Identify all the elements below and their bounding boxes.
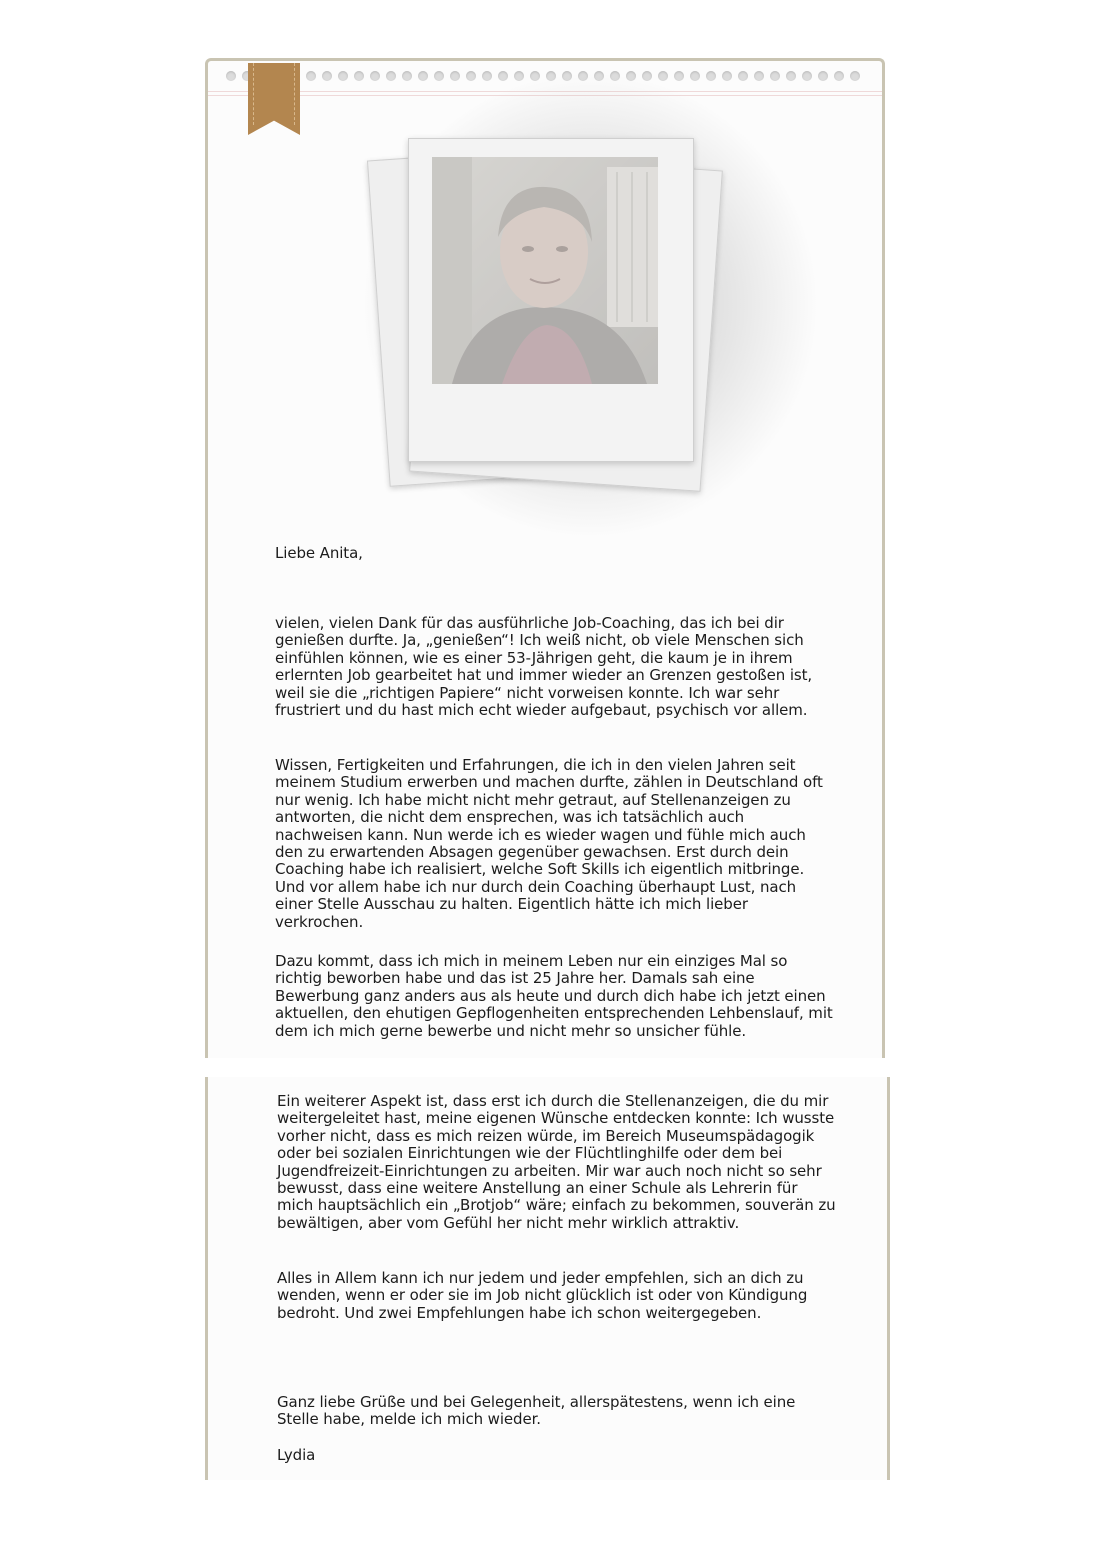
letter-paragraph: Alles in Allem kann ich nur jedem und jeder empfehlen, sich an dich zu wenden, wenn er oder sie im Job nicht glücklich ist oder von Kündigung bedroht. Und zwei Empfehlungen habe ich schon weitergegeben. [277, 1269, 808, 1322]
bookmark-ribbon-icon [248, 63, 300, 135]
letter-signature: Lydia [277, 1446, 316, 1464]
portrait-photo [432, 157, 658, 384]
portrait-photo-image [432, 157, 658, 384]
letter-greeting: Liebe Anita, [275, 544, 363, 562]
letter-closing: Ganz liebe Grüße und bei Gelegenheit, allerspätestens, wenn ich eine Stelle habe, melde ich mich wieder. [277, 1393, 796, 1429]
letter-paragraph: vielen, vielen Dank für das ausführliche Job-Coaching, das ich bei dir genießen durfte. Ja, „genießen“! Ich weiß nicht, ob viele Menschen sich einfühlen können, wie es einer 53-Jährigen geht, die kaum je in ihrem erlernten Job gearbeitet hat und immer wieder an Grenzen gestoßen ist, weil sie die „richtigen Papiere“ nicht vorweisen konnte. Ich war sehr frustriert und du hast mich echt wieder aufgebaut, psychisch vor allem. [275, 614, 813, 720]
letter-paragraph: Dazu kommt, dass ich mich in meinem Leben nur ein einziges Mal so richtig beworben habe und das ist 25 Jahre her. Damals sah eine Bewerbung ganz anders aus als heute und durch dich habe ich jetzt einen aktuellen, den ehutigen Gepflogenheiten entsprechenden Lehbenslauf, mit dem ich mich gerne bewerbe und nicht mehr so unsicher fühle. [275, 952, 833, 1040]
letter-paragraph: Wissen, Fertigkeiten und Erfahrungen, die ich in den vielen Jahren seit meinem Studium erwerben und machen durfte, zählen in Deutschland oft nur wenig. Ich habe micht nicht mehr getraut, auf Stellenanzeigen zu antworten, die nicht dem ensprechen, was ich tatsächlich auch nachweisen kann. Nun werde ich es wieder wagen und fühle mich auch den zu erwartenden Absagen gegenüber gewachsen. Erst durch dein Coaching habe ich realisiert, welche Soft Skills ich eigentlich mitbringe. Und vor allem habe ich nur durch dein Coaching überhaupt Lust, nach einer Stelle Ausschau zu halten. Eigentlich hätte ich mich lieber verkrochen. [275, 756, 823, 931]
letter-paragraph: Ein weiterer Aspekt ist, dass erst ich durch die Stellenanzeigen, die du mir weitergeleitet hast, meine eigenen Wünsche entdecken konnte: Ich wusste vorher nicht, dass es mich reizen würde, im Bereich Museumspädagogik oder bei sozialen Einrichtungen wie der Flüchtlinghilfe oder dem bei Jugendfreizeit-Einrichtungen zu arbeiten. Mir war auch noch nicht so sehr bewusst, dass eine weitere Anstellung an einer Schule als Lehrerin für mich hauptsächlich ein „Brotjob“ wäre; einfach zu bekommen, souverän zu bewältigen, aber vom Gefühl her nicht mehr wirklich attraktiv. [277, 1092, 836, 1232]
